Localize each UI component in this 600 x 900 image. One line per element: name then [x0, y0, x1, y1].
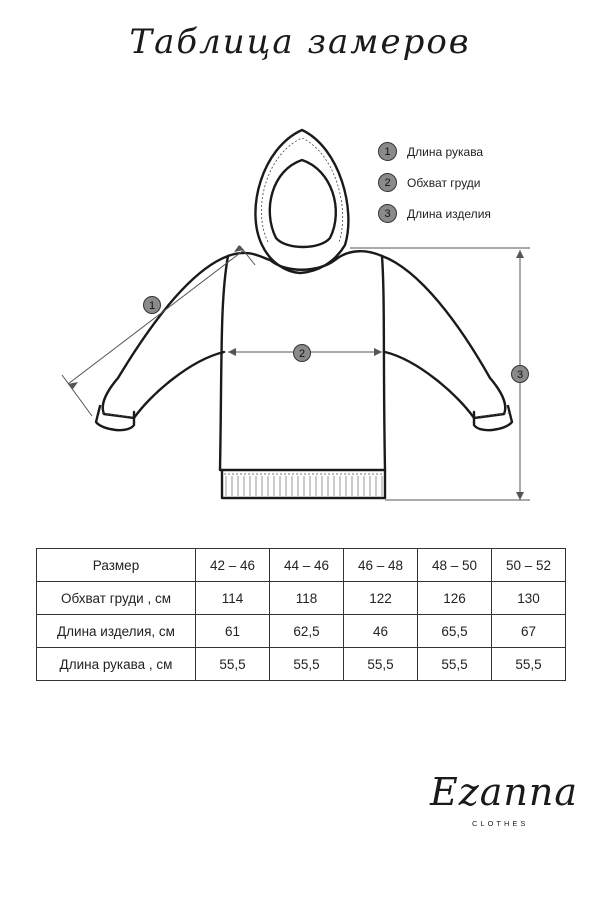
right-sleeve	[382, 256, 505, 418]
logo-subtitle: CLOTHES	[472, 819, 529, 828]
table-cell: 55,5	[418, 648, 492, 681]
row-label: Длина рукава , см	[37, 648, 196, 681]
header-label: Размер	[37, 549, 196, 582]
arrow-head	[374, 348, 382, 356]
header-size: 48 – 50	[418, 549, 492, 582]
table-cell: 55,5	[344, 648, 418, 681]
table-row	[37, 582, 566, 615]
legend-number: 3	[378, 204, 397, 223]
page-title: Таблица замеров	[129, 22, 471, 62]
marker-1-label: 1	[148, 300, 156, 312]
hood-face-opening	[270, 160, 336, 247]
sleeve-extension-b	[62, 375, 92, 416]
row-label: Длина изделия, см	[37, 615, 196, 648]
table-cell: 62,5	[270, 615, 344, 648]
legend-item	[378, 198, 491, 229]
table-cell: 114	[196, 582, 270, 615]
brand-logo	[420, 770, 580, 840]
table-cell: 126	[418, 582, 492, 615]
row-label: Обхват груди , см	[37, 582, 196, 615]
table-cell: 61	[196, 615, 270, 648]
header-size: 46 – 48	[344, 549, 418, 582]
marker-3-label: 3	[516, 369, 524, 381]
legend-label: Длина рукава	[407, 144, 484, 159]
legend-number: 1	[378, 142, 397, 161]
legend-item	[378, 167, 491, 198]
header-size: 42 – 46	[196, 549, 270, 582]
legend-number: 2	[378, 173, 397, 192]
table-cell: 67	[492, 615, 566, 648]
header-size: 44 – 46	[270, 549, 344, 582]
table-cell: 46	[344, 615, 418, 648]
legend	[378, 136, 491, 229]
arrow-head	[228, 348, 236, 356]
legend-label: Длина изделия	[407, 206, 491, 221]
table-cell: 55,5	[492, 648, 566, 681]
waistband-ribbing	[226, 476, 382, 496]
table-cell: 65,5	[418, 615, 492, 648]
table-cell: 130	[492, 582, 566, 615]
table-row	[37, 615, 566, 648]
sleeve-measure-line	[68, 250, 244, 384]
table-cell: 122	[344, 582, 418, 615]
table-row	[37, 648, 566, 681]
table-cell: 118	[270, 582, 344, 615]
table-cell: 55,5	[196, 648, 270, 681]
left-sleeve	[103, 256, 228, 418]
arrow-head	[516, 492, 524, 500]
table-header-row	[37, 549, 566, 582]
table-cell: 55,5	[270, 648, 344, 681]
hoodie-illustration	[0, 120, 600, 520]
marker-2-label: 2	[298, 348, 306, 360]
size-table	[36, 548, 566, 681]
legend-label: Обхват груди	[407, 175, 481, 190]
legend-item	[378, 136, 491, 167]
logo-script: Ezanna	[430, 770, 579, 814]
header-size: 50 – 52	[492, 549, 566, 582]
arrow-head	[516, 250, 524, 258]
